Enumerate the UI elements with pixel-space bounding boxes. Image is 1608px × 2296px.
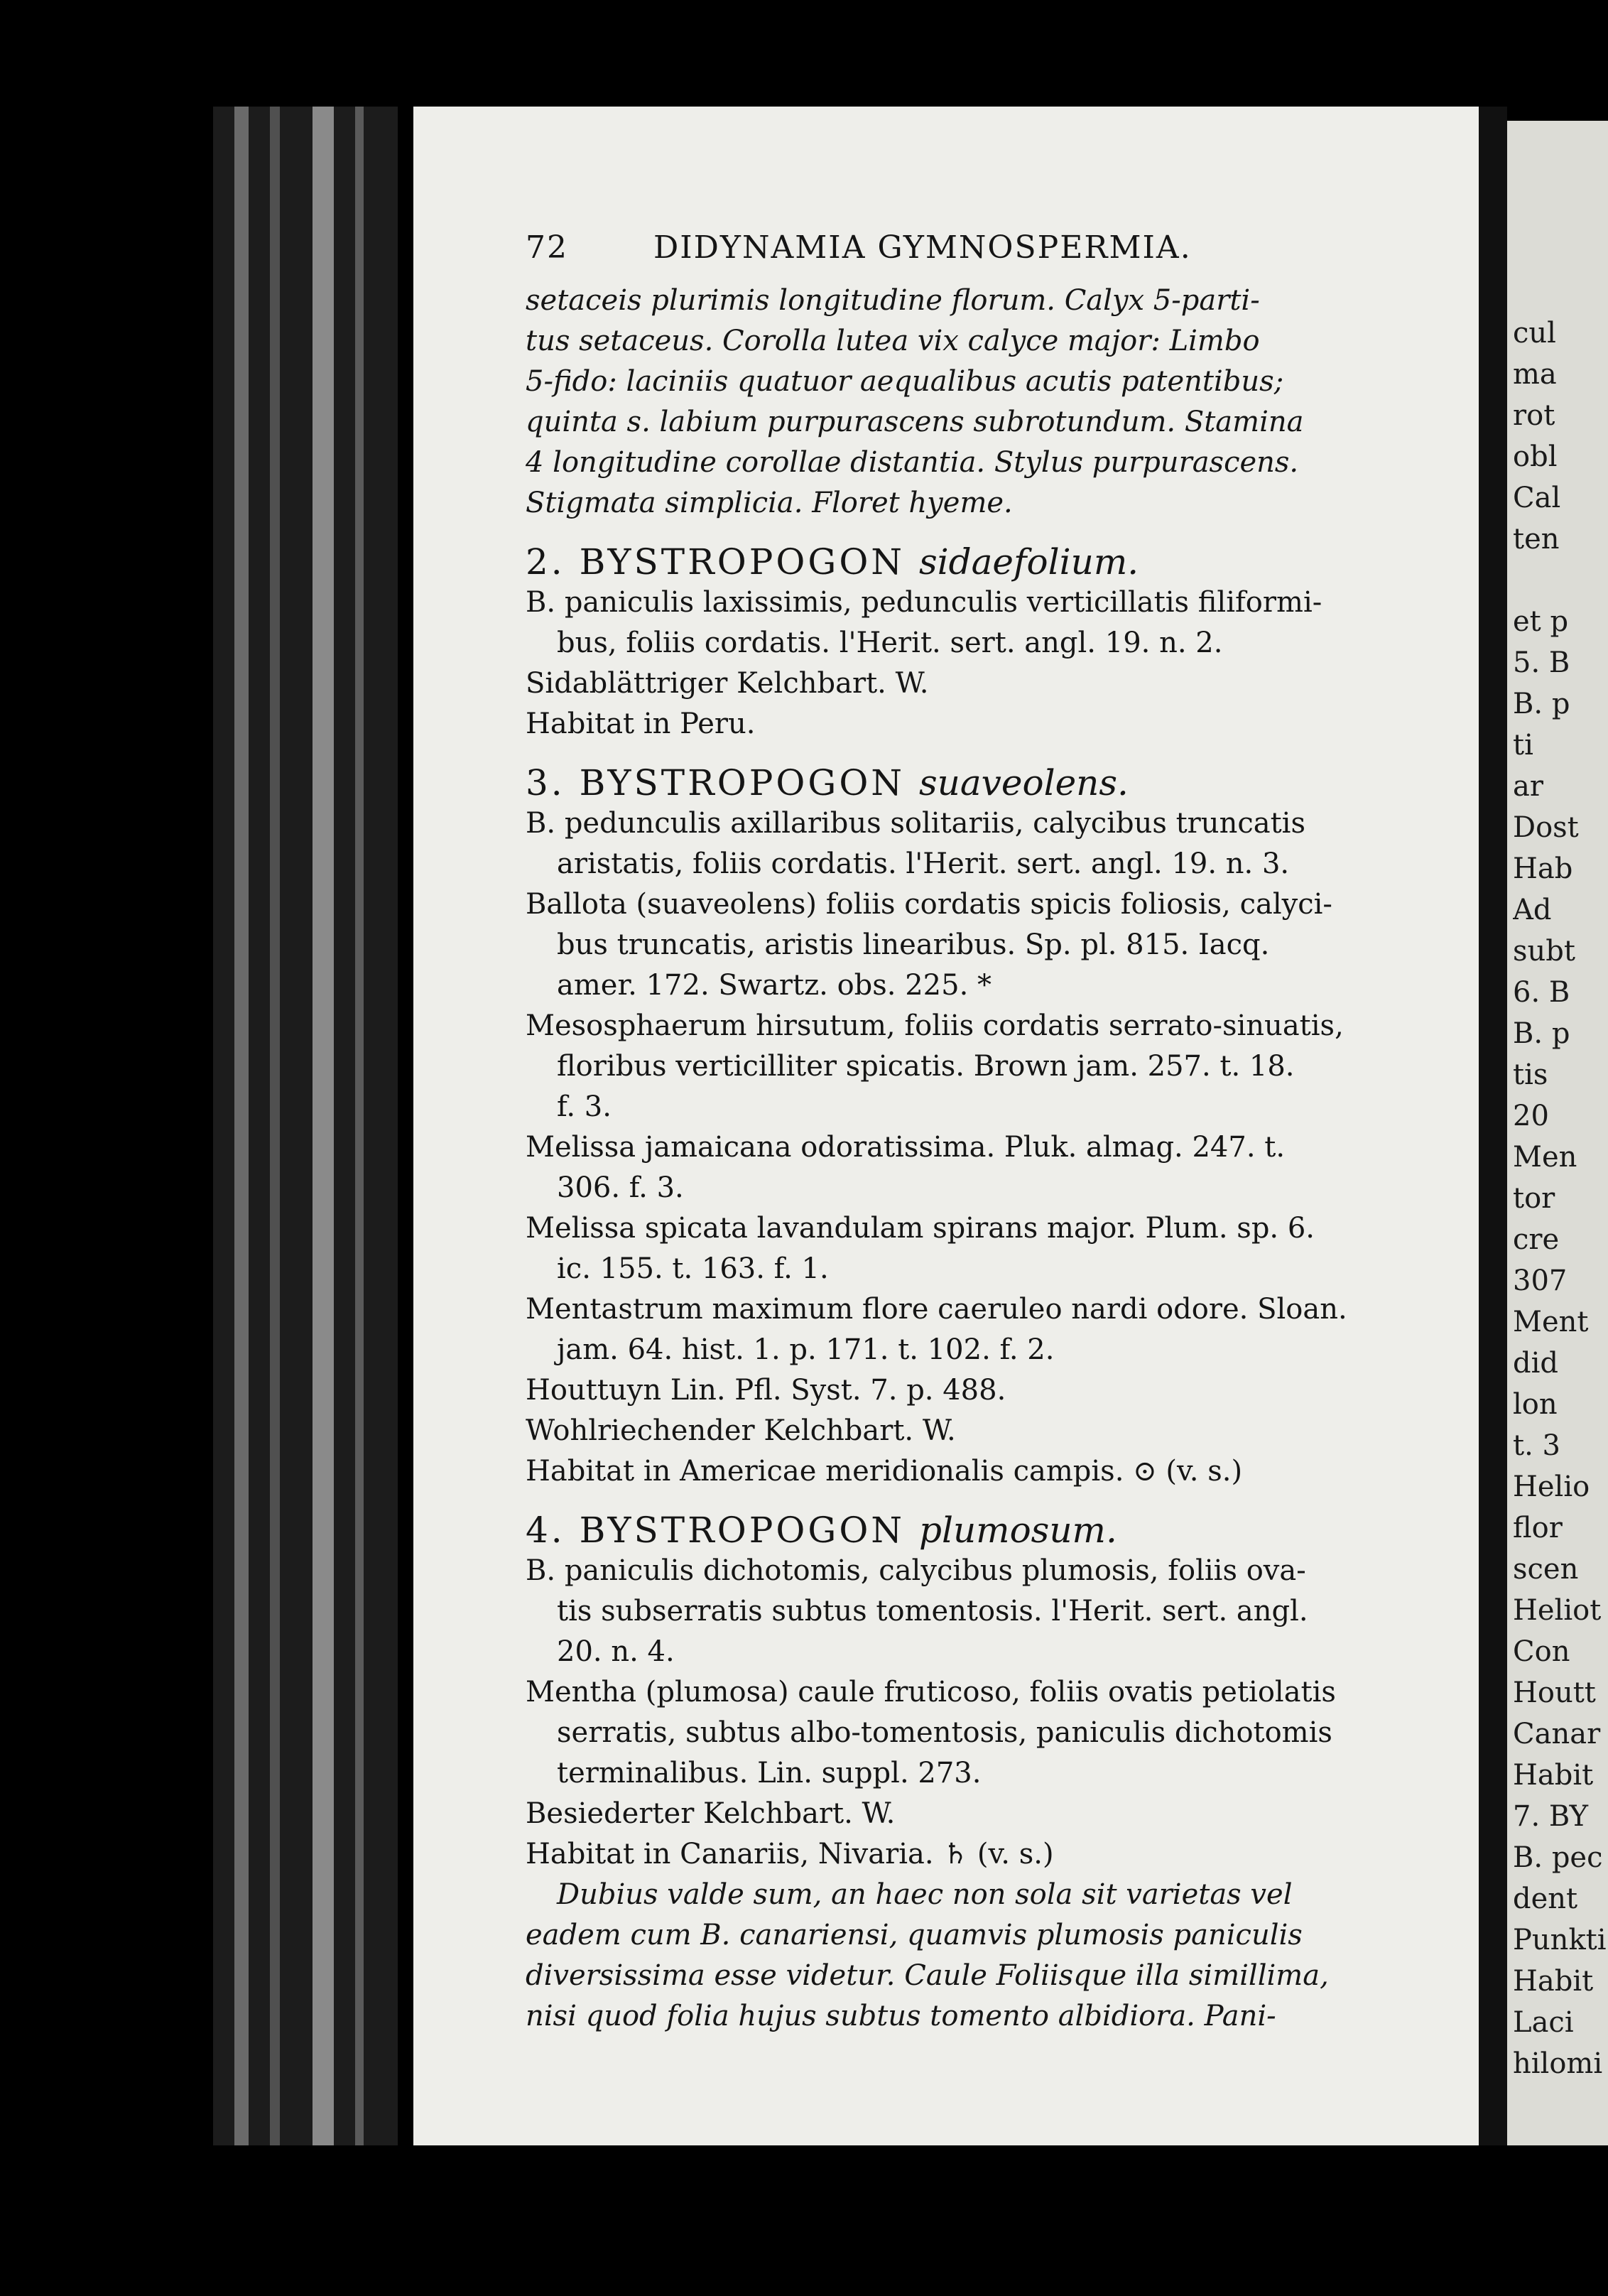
text-fragment: Habit [1513, 1965, 1594, 1998]
text-line: 4 longitudine corollae distantia. Stylus purpurascens. [526, 446, 1299, 479]
text-line: terminalibus. Lin. suppl. 273. [557, 1757, 982, 1789]
text-fragment: 20 [1513, 1100, 1549, 1132]
genus-name: BYSTROPOGON [579, 1510, 906, 1551]
species-epithet: sidaefolium. [918, 541, 1139, 583]
text-fragment: Habit [1513, 1759, 1594, 1792]
page-text [526, 227, 1449, 2037]
text-line: f. 3. [557, 1090, 612, 1123]
text-line: Houttuyn Lin. Pfl. Syst. 7. p. 488. [526, 1374, 1006, 1407]
text-fragment: Helio [1513, 1471, 1590, 1503]
text-fragment: Ment [1513, 1306, 1589, 1338]
species-entry [526, 542, 1449, 744]
text-fragment: ma [1513, 358, 1557, 391]
running-header [526, 227, 1449, 268]
species-heading [526, 763, 1449, 803]
text-fragment: B. pec [1513, 1841, 1603, 1874]
text-line: nisi quod folia hujus subtus tomento albidiora. Pani- [526, 2000, 1276, 2032]
text-line: Stigmata simplicia. Floret hyeme. [526, 487, 1013, 519]
text-fragment: cre [1513, 1223, 1560, 1256]
text-line: 306. f. 3. [557, 1171, 684, 1204]
text-fragment: et p [1513, 605, 1569, 638]
text-fragment: dent [1513, 1883, 1578, 1915]
text-fragment: B. p [1513, 688, 1570, 720]
text-line: 5-fido: laciniis quatuor aequalibus acutis patentibus; [526, 365, 1284, 398]
text-fragment: Hab [1513, 852, 1573, 885]
text-fragment: tis [1513, 1058, 1548, 1091]
gutter-shadow [1479, 107, 1507, 2145]
text-line: serratis, subtus albo-tomentosis, paniculis dichotomis [557, 1716, 1332, 1749]
text-line: setaceis plurimis longitudine florum. Calyx 5-parti- [526, 284, 1260, 317]
text-fragment: 7. BY [1513, 1800, 1588, 1833]
text-fragment: hilomi [1513, 2047, 1603, 2080]
text-fragment: subt [1513, 935, 1575, 968]
text-line: amer. 172. Swartz. obs. 225. * [557, 969, 992, 1002]
species-epithet: plumosum. [918, 1510, 1117, 1551]
text-fragment: Dost [1513, 811, 1579, 844]
text-line: Wohlriechender Kelchbart. W. [526, 1414, 956, 1447]
text-fragment: lon [1513, 1388, 1558, 1421]
species-heading [526, 1510, 1449, 1551]
species-entry [526, 1510, 1449, 2037]
text-fragment: ten [1513, 523, 1560, 556]
text-fragment: B. p [1513, 1017, 1570, 1050]
text-fragment: Punkti [1513, 1924, 1607, 1956]
text-fragment: did [1513, 1347, 1559, 1380]
text-line: Habitat in Americae meridionalis campis. ⊙ (v. s.) [526, 1455, 1243, 1488]
facing-page-text [1513, 313, 1608, 2084]
text-fragment: rot [1513, 399, 1555, 432]
text-line: Mesosphaerum hirsutum, foliis cordatis serrato-sinuatis, [526, 1009, 1344, 1042]
text-line: Mentastrum maximum flore caeruleo nardi odore. Sloan. [526, 1293, 1347, 1326]
text-line: 20. n. 4. [557, 1635, 675, 1668]
text-fragment: cul [1513, 317, 1556, 350]
text-fragment: 6. B [1513, 976, 1570, 1009]
species-number: 3. [526, 762, 565, 803]
text-line: Besiederter Kelchbart. W. [526, 1797, 896, 1830]
text-line: tus setaceus. Corolla lutea vix calyce major: Limbo [526, 325, 1260, 357]
text-fragment: Houtt [1513, 1677, 1596, 1709]
text-fragment: ar [1513, 770, 1543, 803]
genus-name: BYSTROPOGON [579, 762, 906, 803]
running-title: DIDYNAMIA GYMNOSPERMIA. [653, 229, 1192, 266]
text-line: B. paniculis laxissimis, pedunculis verticillatis filiformi- [526, 586, 1322, 619]
text-line: Sidablättriger Kelchbart. W. [526, 667, 929, 700]
text-fragment: Ad [1513, 894, 1552, 926]
text-fragment: obl [1513, 440, 1558, 473]
text-line: aristatis, foliis cordatis. l'Herit. sert. angl. 19. n. 3. [557, 848, 1290, 880]
text-fragment: Canar [1513, 1718, 1601, 1750]
text-line: Melissa spicata lavandulam spirans major. Plum. sp. 6. [526, 1212, 1315, 1245]
text-line: jam. 64. hist. 1. p. 171. t. 102. f. 2. [557, 1333, 1055, 1366]
text-line: Habitat in Peru. [526, 708, 756, 740]
page-number: 72 [526, 229, 568, 266]
text-line: bus, foliis cordatis. l'Herit. sert. angl. 19. n. 2. [557, 627, 1223, 659]
text-fragment: ti [1513, 729, 1533, 762]
text-fragment: Cal [1513, 482, 1561, 514]
text-fragment: Con [1513, 1635, 1570, 1668]
text-fragment: Men [1513, 1141, 1577, 1174]
genus-name: BYSTROPOGON [579, 541, 906, 583]
text-line: B. paniculis dichotomis, calycibus plumosis, foliis ova- [526, 1554, 1306, 1587]
text-line: bus truncatis, aristis linearibus. Sp. pl. 815. Iacq. [557, 928, 1270, 961]
text-fragment: 5. B [1513, 646, 1570, 679]
text-line: Ballota (suaveolens) foliis cordatis spicis foliosis, calyci- [526, 888, 1332, 921]
text-fragment: 307 [1513, 1265, 1568, 1297]
species-epithet: suaveolens. [918, 762, 1129, 803]
text-line: Melissa jamaicana odoratissima. Pluk. almag. 247. t. [526, 1131, 1286, 1164]
text-fragment: Heliot [1513, 1594, 1602, 1627]
text-line: Mentha (plumosa) caule fruticoso, foliis ovatis petiolatis [526, 1676, 1336, 1709]
text-line: floribus verticilliter spicatis. Brown jam. 257. t. 18. [557, 1050, 1295, 1083]
text-fragment: scen [1513, 1553, 1579, 1586]
text-line: B. pedunculis axillaribus solitariis, calycibus truncatis [526, 807, 1305, 840]
species-heading [526, 542, 1449, 583]
text-fragment: tor [1513, 1182, 1555, 1215]
species-number: 2. [526, 541, 565, 583]
text-line: diversissima esse videtur. Caule Foliisque illa simillima, [526, 1959, 1329, 1992]
species-number: 4. [526, 1510, 565, 1551]
text-line: Dubius valde sum, an haec non sola sit varietas vel [557, 1878, 1293, 1911]
text-line: quinta s. labium purpurascens subrotundum. Stamina [526, 406, 1304, 438]
species-entry [526, 763, 1449, 1492]
text-fragment: t. 3 [1513, 1429, 1560, 1462]
text-line: eadem cum B. canariensi, quamvis plumosis paniculis [526, 1919, 1303, 1951]
text-line: Habitat in Canariis, Nivaria. ♄ (v. s.) [526, 1838, 1054, 1870]
text-fragment: flor [1513, 1512, 1563, 1544]
text-line: ic. 155. t. 163. f. 1. [557, 1252, 829, 1285]
text-line: tis subserratis subtus tomentosis. l'Herit. sert. angl. [557, 1595, 1308, 1628]
intro-paragraph [526, 281, 1449, 524]
text-fragment: Laci [1513, 2006, 1574, 2039]
text-fragment [1513, 560, 1608, 601]
